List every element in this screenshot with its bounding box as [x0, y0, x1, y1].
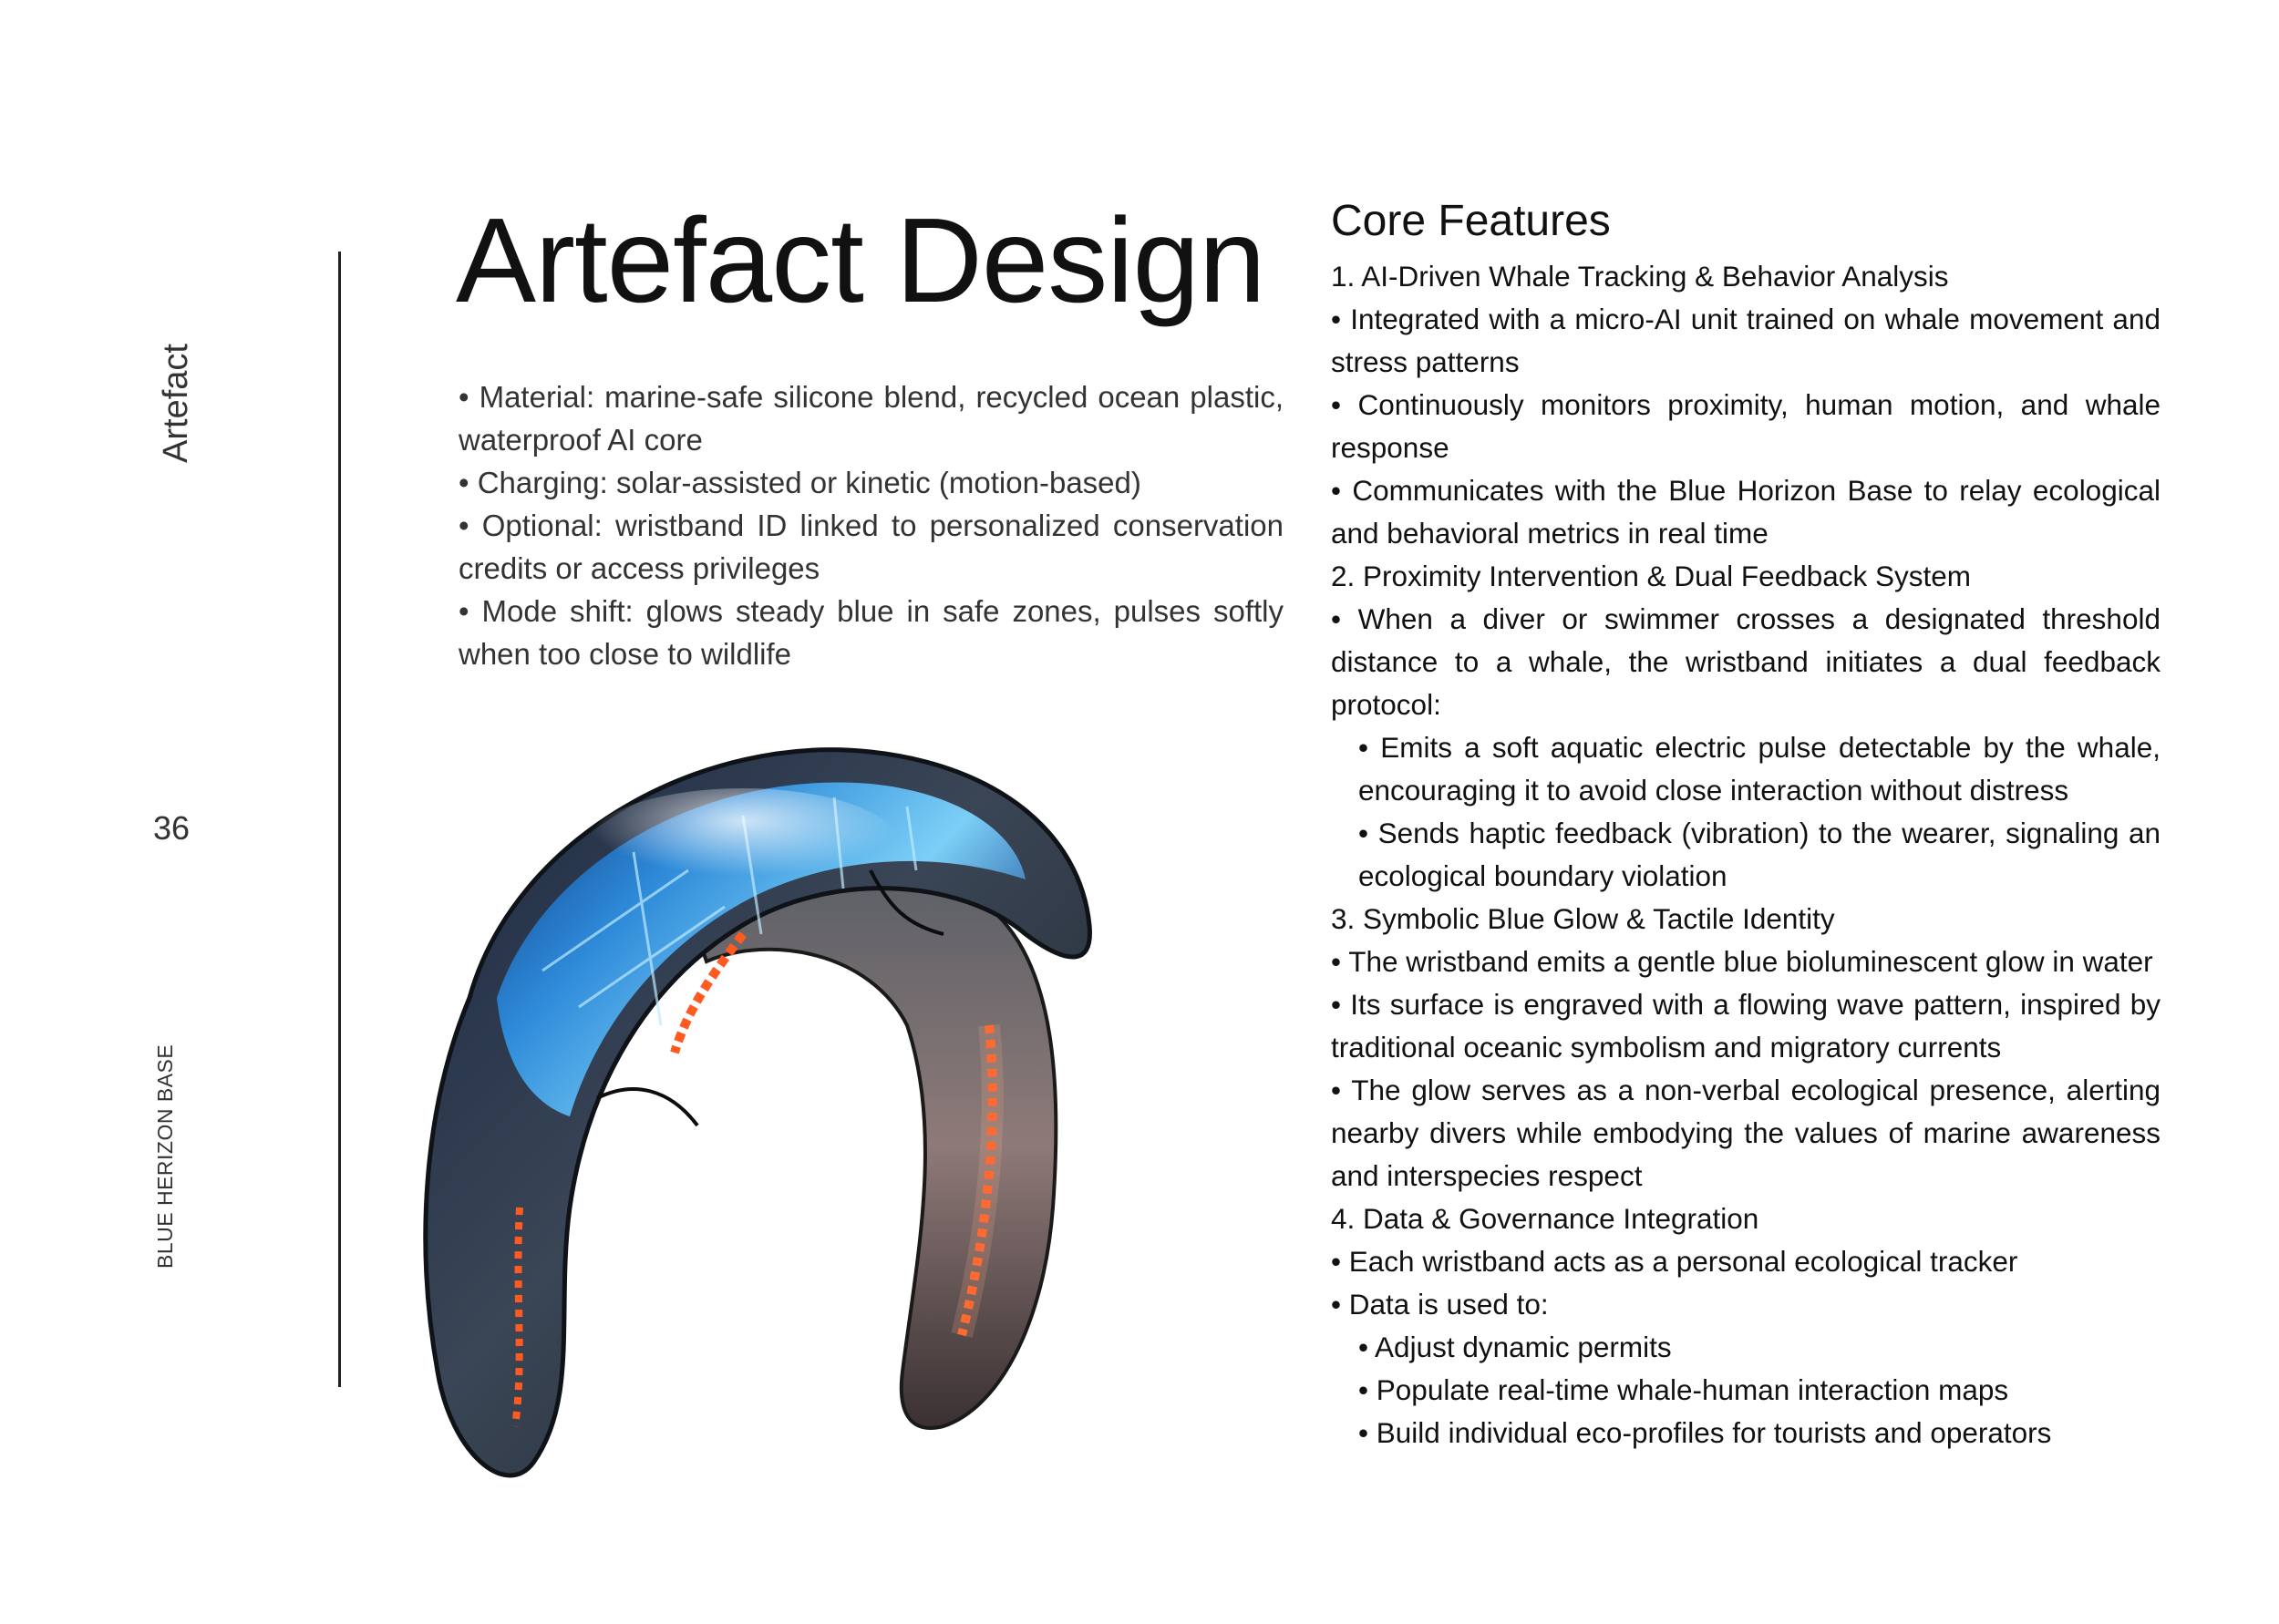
- feature-heading-tracking: 1. AI-Driven Whale Tracking & Behavior Analysis: [1331, 260, 1949, 293]
- section-label: Artefact: [157, 344, 195, 463]
- feature-heading-data: 4. Data & Governance Integration: [1331, 1202, 1759, 1235]
- spec-item-material: • Material: marine-safe silicone blend, recycled ocean plastic, waterproof AI core: [459, 380, 1284, 457]
- feature-item: • Integrated with a micro-AI unit trained on whale movement and stress patterns: [1331, 303, 2160, 378]
- features-list: [1331, 255, 2160, 1454]
- feature-subitem: • Emits a soft aquatic electric pulse detectable by the whale, encouraging it to avoid close interaction without distress: [1358, 731, 2160, 807]
- feature-item: • Data is used to:: [1331, 1288, 1549, 1321]
- feature-item: • Communicates with the Blue Horizon Base to relay ecological and behavioral metrics in real time: [1331, 474, 2160, 550]
- feature-heading-proximity: 2. Proximity Intervention & Dual Feedback System: [1331, 560, 1972, 592]
- vertical-divider: [338, 252, 341, 1387]
- spec-item-optional: • Optional: wristband ID linked to personalized conservation credits or access privileges: [459, 509, 1284, 585]
- spec-item-charging: • Charging: solar-assisted or kinetic (motion-based): [459, 466, 1141, 499]
- feature-subitem: • Adjust dynamic permits: [1358, 1331, 1672, 1363]
- brand-label: BLUE HERIZON BASE: [153, 1043, 177, 1269]
- feature-item: • Continuously monitors proximity, human motion, and whale response: [1331, 388, 2160, 464]
- core-features: [1331, 193, 2160, 1454]
- features-heading: Core Features: [1331, 197, 1611, 245]
- page-title: Artefact Design: [456, 193, 1265, 327]
- spec-item-mode-shift: • Mode shift: glows steady blue in safe zones, pulses softly when too close to wildlife: [459, 594, 1284, 671]
- feature-item: • The wristband emits a gentle blue bioluminescent glow in water: [1331, 945, 2153, 978]
- spec-list: [459, 375, 1284, 675]
- feature-item: • The glow serves as a non-verbal ecological presence, alerting nearby divers while embodying the values of marine awareness and interspecies respect: [1331, 1074, 2160, 1192]
- feature-heading-glow: 3. Symbolic Blue Glow & Tactile Identity: [1331, 902, 1835, 935]
- feature-subitem: • Populate real-time whale-human interaction maps: [1358, 1373, 2009, 1406]
- wristband-image: [360, 697, 1181, 1513]
- feature-item: • Its surface is engraved with a flowing wave pattern, inspired by traditional oceanic symbolism and migratory currents: [1331, 988, 2160, 1064]
- feature-subitem: • Sends haptic feedback (vibration) to the wearer, signaling an ecological boundary violation: [1358, 817, 2160, 892]
- feature-item: • Each wristband acts as a personal ecological tracker: [1331, 1245, 2018, 1278]
- page-number: 36: [153, 809, 191, 847]
- feature-subitem: • Build individual eco-profiles for tourists and operators: [1358, 1416, 2052, 1449]
- feature-item: • When a diver or swimmer crosses a designated threshold distance to a whale, the wristband initiates a dual feedback protocol:: [1331, 602, 2160, 721]
